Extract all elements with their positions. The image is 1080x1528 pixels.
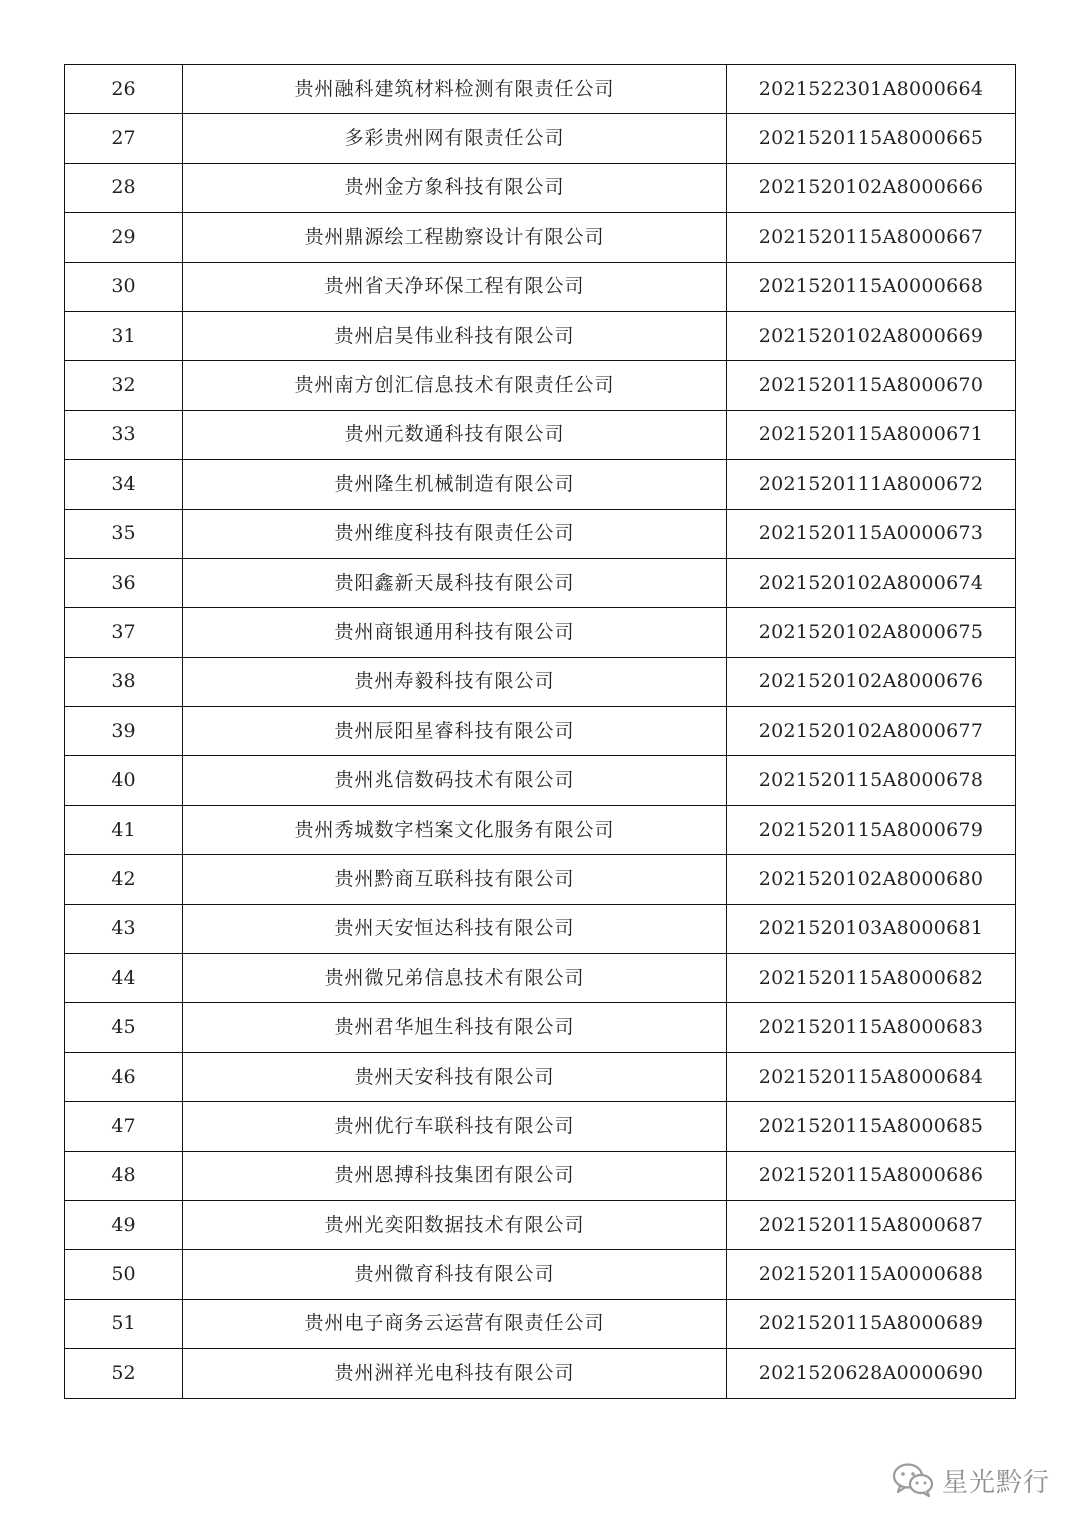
registration-code-cell: 2021520115A8000684 [727,1052,1016,1101]
registration-code-cell: 2021520111A8000672 [727,460,1016,509]
registration-code-cell: 2021520115A8000678 [727,756,1016,805]
registration-code-cell: 2021520102A8000666 [727,163,1016,212]
table-row [65,707,1016,756]
table-row [65,608,1016,657]
table-row [65,1102,1016,1151]
row-number-cell: 42 [65,855,183,904]
table-row [65,1003,1016,1052]
company-name-cell: 贵州南方创汇信息技术有限责任公司 [183,361,727,410]
row-number-cell: 31 [65,311,183,360]
company-name-cell: 贵州启昊伟业科技有限公司 [183,311,727,360]
row-number-cell: 47 [65,1102,183,1151]
table-row [65,904,1016,953]
registration-code-cell: 2021520115A8000667 [727,213,1016,262]
row-number-cell: 40 [65,756,183,805]
account-watermark [892,1458,1050,1502]
row-number-cell: 46 [65,1052,183,1101]
table-row [65,1349,1016,1398]
registration-code-cell: 2021520102A8000676 [727,657,1016,706]
table-row [65,361,1016,410]
company-name-cell: 贵州元数通科技有限公司 [183,410,727,459]
table-row [65,756,1016,805]
row-number-cell: 39 [65,707,183,756]
company-name-cell: 贵州寿毅科技有限公司 [183,657,727,706]
row-number-cell: 27 [65,114,183,163]
company-name-cell: 贵州兆信数码技术有限公司 [183,756,727,805]
row-number-cell: 38 [65,657,183,706]
row-number-cell: 44 [65,954,183,1003]
company-name-cell: 贵州省天净环保工程有限公司 [183,262,727,311]
row-number-cell: 49 [65,1200,183,1249]
registration-code-cell: 2021520115A8000665 [727,114,1016,163]
company-name-cell: 贵州维度科技有限责任公司 [183,509,727,558]
company-name-cell: 贵州天安恒达科技有限公司 [183,904,727,953]
company-name-cell: 贵州微兄弟信息技术有限公司 [183,954,727,1003]
registration-code-cell: 2021520115A8000687 [727,1200,1016,1249]
table-row [65,657,1016,706]
company-name-cell: 贵州鼎源绘工程勘察设计有限公司 [183,213,727,262]
registration-code-cell: 2021520103A8000681 [727,904,1016,953]
table-row [65,262,1016,311]
table-row [65,1151,1016,1200]
table-row [65,1200,1016,1249]
row-number-cell: 30 [65,262,183,311]
row-number-cell: 43 [65,904,183,953]
table-row [65,311,1016,360]
company-name-cell: 贵州黔商互联科技有限公司 [183,855,727,904]
row-number-cell: 36 [65,558,183,607]
row-number-cell: 48 [65,1151,183,1200]
company-name-cell: 贵州辰阳星睿科技有限公司 [183,707,727,756]
company-name-cell: 多彩贵州网有限责任公司 [183,114,727,163]
company-name-cell: 贵州微育科技有限公司 [183,1250,727,1299]
registration-code-cell: 2021520102A8000675 [727,608,1016,657]
registration-code-cell: 2021520115A0000673 [727,509,1016,558]
registration-code-cell: 2021520115A8000683 [727,1003,1016,1052]
row-number-cell: 37 [65,608,183,657]
table-row [65,558,1016,607]
table-row [65,1299,1016,1348]
row-number-cell: 34 [65,460,183,509]
row-number-cell: 26 [65,65,183,114]
registration-code-cell: 2021520115A8000671 [727,410,1016,459]
company-name-cell: 贵州融科建筑材料检测有限责任公司 [183,65,727,114]
table-row [65,114,1016,163]
registration-code-cell: 2021520115A0000688 [727,1250,1016,1299]
registration-code-cell: 2021520115A8000686 [727,1151,1016,1200]
table-row [65,410,1016,459]
table-row [65,163,1016,212]
company-name-cell: 贵州君华旭生科技有限公司 [183,1003,727,1052]
row-number-cell: 52 [65,1349,183,1398]
company-name-cell: 贵州光奕阳数据技术有限公司 [183,1200,727,1249]
registration-code-cell: 2021522301A8000664 [727,65,1016,114]
table-row [65,954,1016,1003]
registration-code-cell: 2021520115A8000670 [727,361,1016,410]
company-name-cell: 贵州优行车联科技有限公司 [183,1102,727,1151]
company-name-cell: 贵州恩搏科技集团有限公司 [183,1151,727,1200]
registration-code-cell: 2021520102A8000680 [727,855,1016,904]
table-row [65,855,1016,904]
registration-code-cell: 2021520115A0000668 [727,262,1016,311]
registration-code-cell: 2021520115A8000689 [727,1299,1016,1348]
row-number-cell: 32 [65,361,183,410]
row-number-cell: 41 [65,805,183,854]
row-number-cell: 35 [65,509,183,558]
table-row [65,213,1016,262]
row-number-cell: 50 [65,1250,183,1299]
table-row [65,1052,1016,1101]
company-name-cell: 贵州隆生机械制造有限公司 [183,460,727,509]
registration-code-cell: 2021520115A8000679 [727,805,1016,854]
registration-code-cell: 2021520102A8000674 [727,558,1016,607]
row-number-cell: 28 [65,163,183,212]
row-number-cell: 45 [65,1003,183,1052]
wechat-icon [892,1462,934,1498]
watermark-text: 星光黔行 [942,1467,1051,1498]
registration-code-cell: 2021520115A8000682 [727,954,1016,1003]
company-name-cell: 贵州洲祥光电科技有限公司 [183,1349,727,1398]
row-number-cell: 33 [65,410,183,459]
table-body [65,65,1016,1399]
company-name-cell: 贵阳鑫新天晟科技有限公司 [183,558,727,607]
table-row [65,1250,1016,1299]
registration-code-cell: 2021520102A8000669 [727,311,1016,360]
row-number-cell: 29 [65,213,183,262]
company-name-cell: 贵州金方象科技有限公司 [183,163,727,212]
registration-code-cell: 2021520628A0000690 [727,1349,1016,1398]
table-row [65,65,1016,114]
company-name-cell: 贵州天安科技有限公司 [183,1052,727,1101]
company-registration-table [64,64,1016,1399]
company-name-cell: 贵州秀城数字档案文化服务有限公司 [183,805,727,854]
table-row [65,509,1016,558]
registration-code-cell: 2021520115A8000685 [727,1102,1016,1151]
table-row [65,805,1016,854]
company-name-cell: 贵州电子商务云运营有限责任公司 [183,1299,727,1348]
registration-code-cell: 2021520102A8000677 [727,707,1016,756]
company-name-cell: 贵州商银通用科技有限公司 [183,608,727,657]
row-number-cell: 51 [65,1299,183,1348]
table-row [65,460,1016,509]
